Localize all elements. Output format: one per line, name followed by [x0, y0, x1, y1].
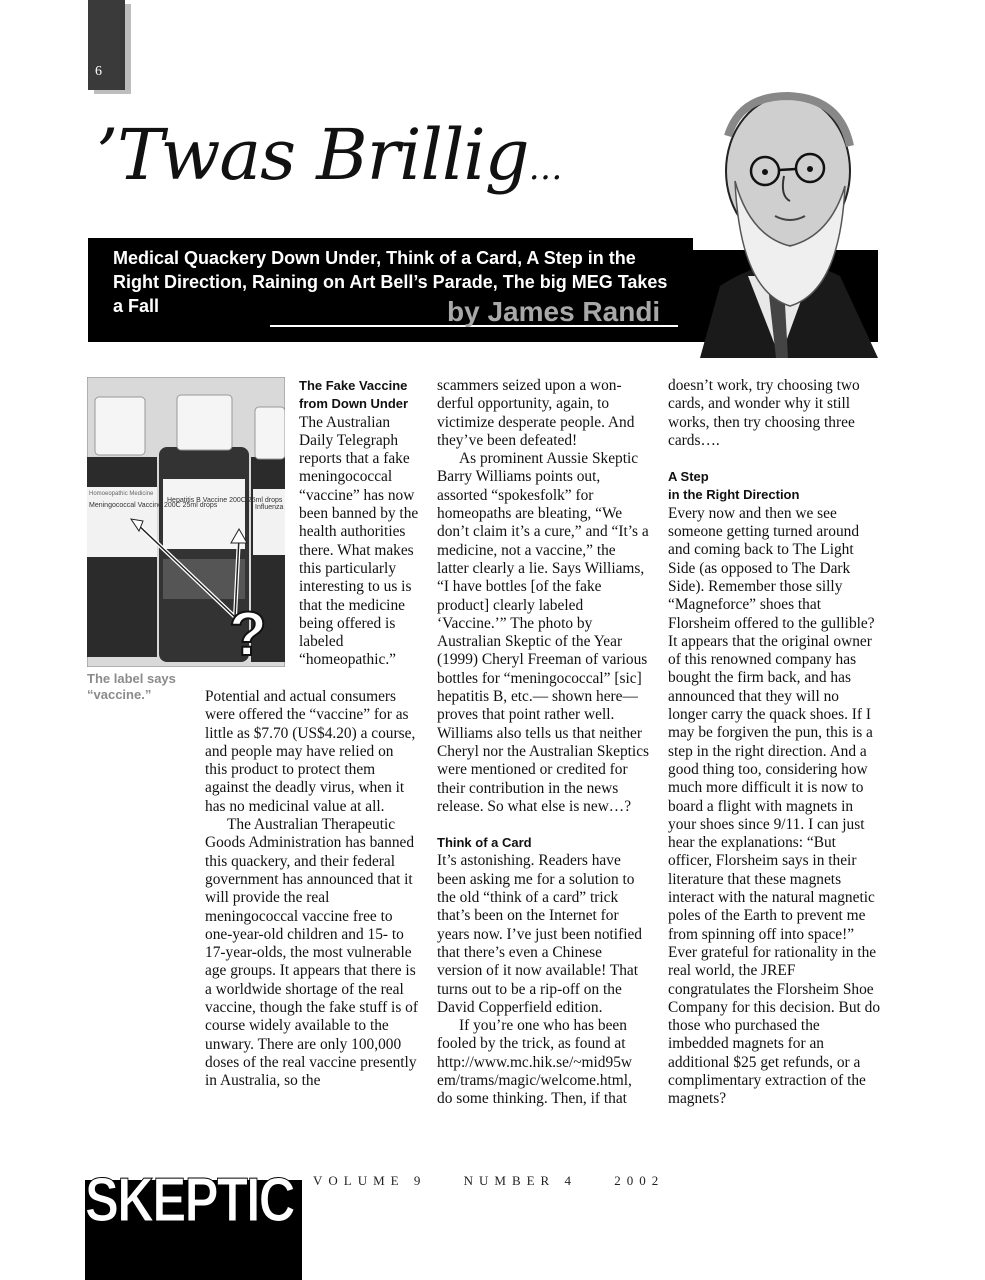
article-title	[96, 114, 567, 196]
issue-footer	[313, 1173, 692, 1189]
page-tab	[88, 0, 125, 90]
page-number: 6	[95, 64, 102, 79]
subtitle-text: Medical Quackery Down Under, Think of a Card, A Step in the Right Direction, Raining on Art Bell’s Parade, The big MEG Takes a Fall	[113, 248, 668, 316]
vaccine-bottles-photo	[87, 377, 285, 667]
author-portrait	[680, 76, 880, 358]
paragraph: The Australian Daily Telegraph reports that a fake meningococcal “vaccine” has now been banned by the health authorities there. What makes this particularly interesting to us is that the medicine being offered is labeled “homeopathic.”	[299, 413, 419, 669]
column-1-bottom	[205, 688, 418, 1091]
label-right-text: Influenza	[255, 504, 284, 511]
footer-year: 2002	[614, 1173, 665, 1188]
column-3	[668, 377, 881, 1109]
footer-number: NUMBER 4	[463, 1173, 577, 1188]
skeptic-logo: SKEPTIC	[85, 1166, 294, 1235]
title-main: ’Twas Brillig	[96, 114, 529, 196]
photo-caption: The label says “vaccine.”	[87, 671, 176, 702]
section-heading-fake-vaccine: The Fake Vaccine from Down Under	[299, 378, 409, 412]
paragraph: If you’re one who has been fooled by the trick, as found at http://www.mc.hik.se/~mid95w em/trams/magic/welcome.html, do some thinking. Then, if that	[437, 1017, 632, 1108]
paragraph: Every now and then we see someone getting turned around and coming back to The Light Side (as opposed to The Dark Side). Remember those silly “Magneforce” shoes that Florsheim offered to the gullible? It appears that the original owner of this renowned company has bought the firm back, and has announced that they will no longer carry the quack shoes. If I may be forgiven the pun, this is a step in the right direction. And a good thing too, considering how much more difficult it is now to board a flight with magnets in your shoes since 9/11. I can just hear the explanations: “But officer, Florsheim says in their literature that these magnets interact with the natural magnetic poles of the Earth to prevent me from spinning off into space!” Ever grateful for rationality in the real world, the JREF congratulates the Florsheim Shoe Company for this decision. But do those who purchased the imbedded magnets for an additional $25 get refunds, or a complimentary extraction of the magnets?	[668, 504, 881, 1108]
title-ellipsis: …	[528, 148, 567, 188]
footer-volume: VOLUME 9	[313, 1173, 427, 1188]
paragraph: As prominent Aussie Skeptic Barry Williams points out, assorted “spokesfolk” for homeopaths are bleating, “We don’t claim it’s a cure,” and “It’s a medicine, not a vaccine,” the latter clearly a lie. Says Williams, “I have bottles [of the fake product] clearly labeled ‘Vaccine.’” The photo by Australian Skeptic of the Year (1999) Cheryl Freeman of various bottles for “meningococcal” [sic] hepatitis B, etc.— shown here—proves that point rather well. Williams also tells us that neither Cheryl nor the Australian Skeptics were mentioned or credited for their contribution in the news release. So what else is new…?	[437, 450, 650, 815]
question-mark: ?	[229, 600, 267, 667]
section-heading-think-of-a-card: Think of a Card	[437, 835, 532, 851]
section-heading-a-step: A Step in the Right Direction	[668, 469, 800, 503]
paragraph: It’s astonishing. Readers have been asking me for a solution to the old “think of a card” trick that’s been on the Internet for years now. I’ve just been notified that there’s even a Chinese version of it now available! That turns out to be a rip-off on the David Copperfield edition.	[437, 852, 642, 1016]
byline: by James Randi	[447, 296, 661, 327]
paragraph: scammers seized upon a wonderful opportunity, again, to victimize desperate people. And they’ve been defeated!	[437, 377, 635, 449]
label-brand-text: Homoeopathic Medicine	[89, 491, 154, 497]
label-left-text: Meningococcal Vaccine 200C 25ml drops	[89, 502, 218, 509]
paragraph: The Australian Therapeutic Goods Administration has banned this quackery, and their federal government has announced that it will provide the real meningococcal vaccine free to one-year-old children and 15- to 17-year-olds, the most vulnerable age groups. It appears that there is a worldwide shortage of the real vaccine, though the fake stuff is of course widely available to the unwary. There are only 100,000 doses of the real vaccine presently in Australia, so the	[205, 816, 418, 1090]
column-2	[437, 377, 650, 1109]
column-1-top	[299, 377, 419, 670]
paragraph: doesn’t work, try choosing two cards, and wonder why it still works, then try choosing three cards….	[668, 377, 860, 449]
label-middle-text: Hepatitis B Vaccine 200C 25ml drops	[167, 497, 283, 504]
paragraph: Potential and actual consumers were offered the “vaccine” for as little as $7.70 (US$4.20) a course, and people may have relied on this product to protect them against the deadly virus, when it has no medicinal value at all.	[205, 688, 416, 815]
